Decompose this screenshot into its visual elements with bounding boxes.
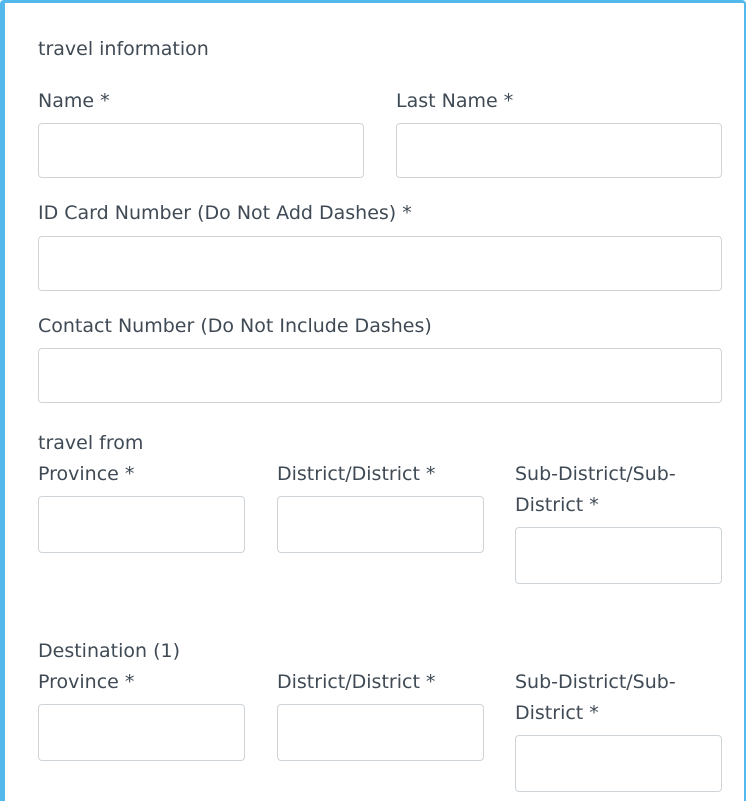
dest-district-label: District/District * [277, 671, 436, 693]
contact-label: Contact Number (Do Not Include Dashes) [38, 315, 432, 337]
from-province-label: Province * [38, 463, 135, 485]
dest-subdistrict-field[interactable] [515, 735, 722, 792]
travel-from-heading: travel from [38, 432, 144, 454]
dest-province-field[interactable] [38, 704, 245, 761]
name-label: Name * [38, 90, 110, 112]
section-title: travel information [38, 38, 209, 60]
contact-field[interactable] [38, 348, 722, 403]
id-card-field[interactable] [38, 236, 722, 291]
last-name-label: Last Name * [396, 90, 514, 112]
from-district-label: District/District * [277, 463, 436, 485]
name-field[interactable] [38, 123, 364, 178]
dest-province-label: Province * [38, 671, 135, 693]
dest-subdistrict-label: Sub-District/Sub-District * [515, 671, 676, 724]
from-district-field[interactable] [277, 496, 484, 553]
from-subdistrict-field[interactable] [515, 527, 722, 584]
from-subdistrict-label: Sub-District/Sub-District * [515, 463, 676, 516]
dest-district-field[interactable] [277, 704, 484, 761]
last-name-field[interactable] [396, 123, 722, 178]
destination-heading: Destination (1) [38, 640, 180, 662]
from-province-field[interactable] [38, 496, 245, 553]
id-card-label: ID Card Number (Do Not Add Dashes) * [38, 202, 412, 224]
